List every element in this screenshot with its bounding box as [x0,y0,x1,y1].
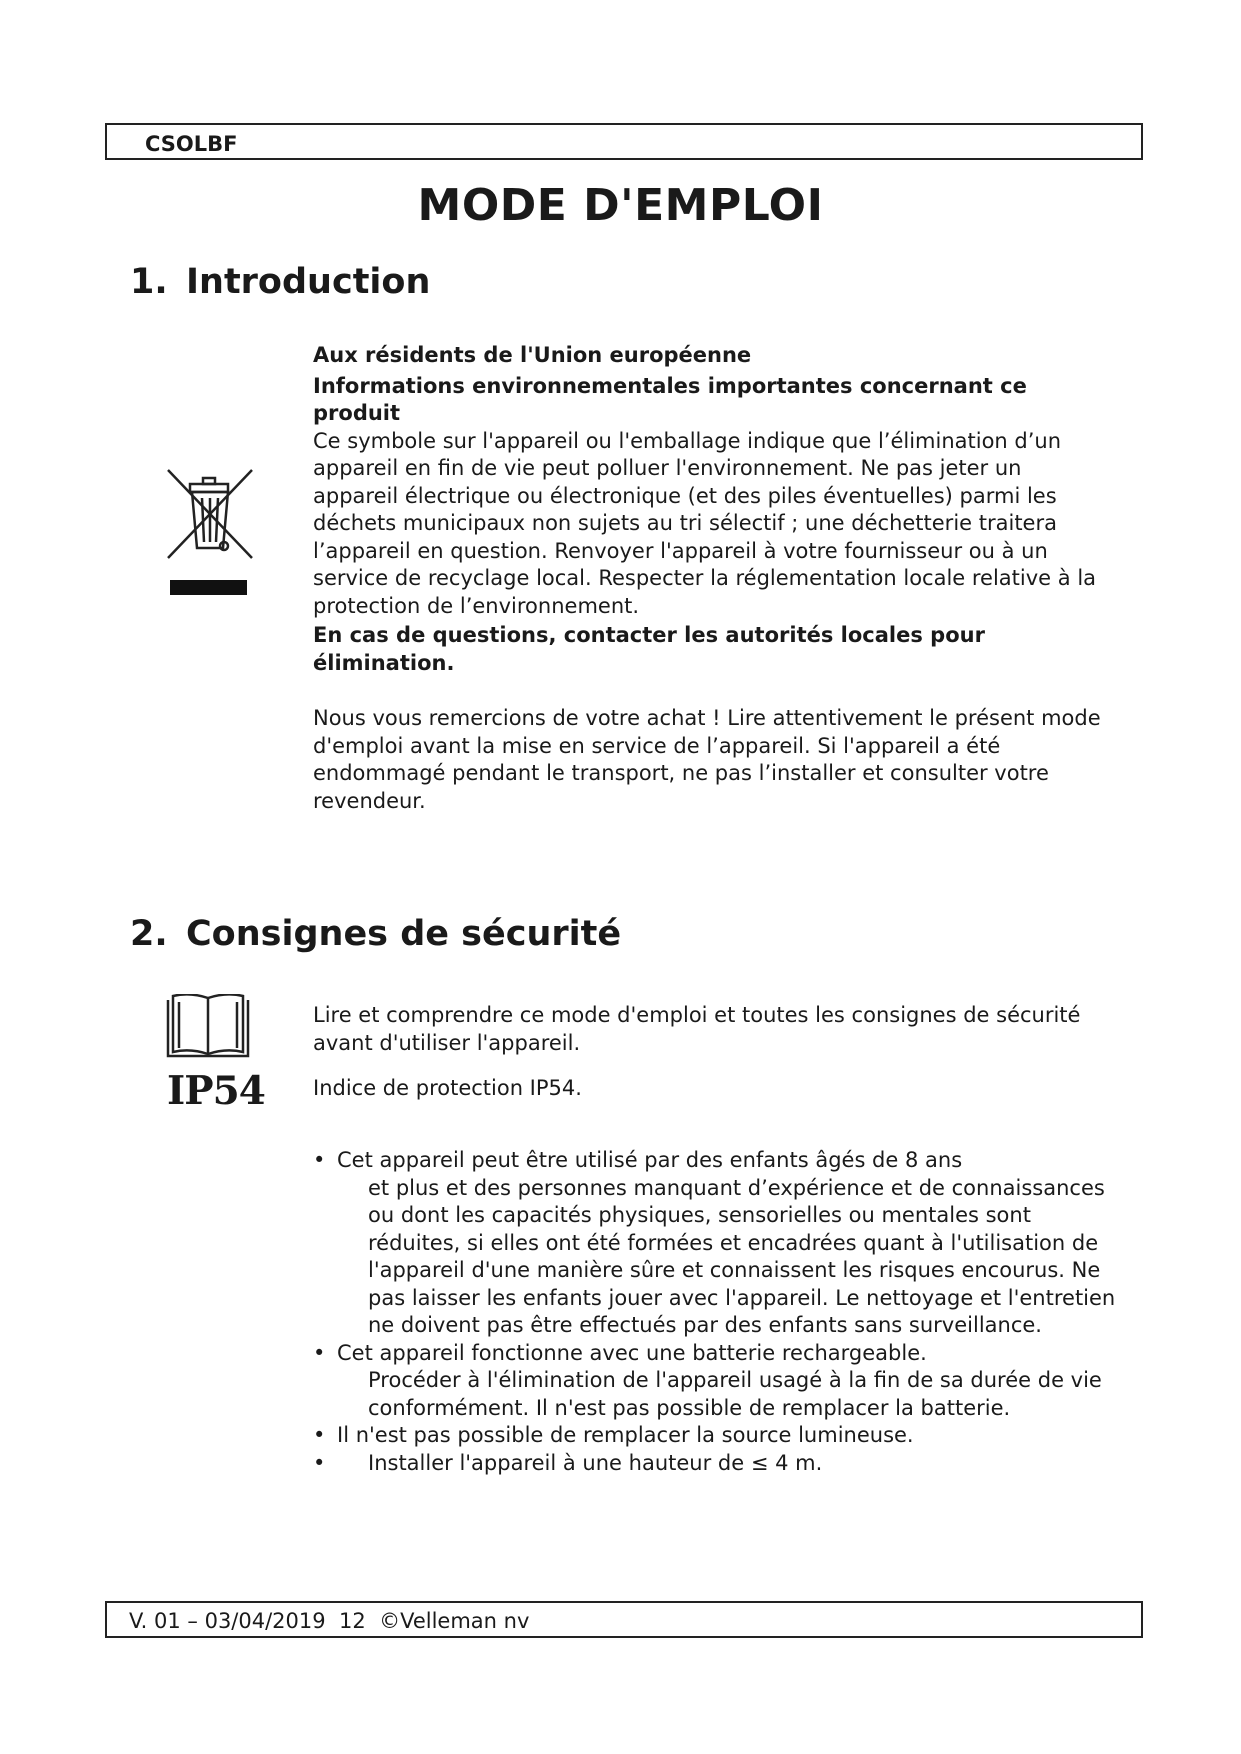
list-item [313,1422,1123,1450]
bullet-2-rest: Procéder à l'élimination de l'appareil usagé à la fin de sa durée de vie conformément. Il n'est pas possible de remplacer la batterie. [368,1368,1102,1420]
footer-page-number: 12 [338,1609,366,1633]
section-1-title: Introduction [186,262,431,302]
weee-bin-icon [160,462,260,602]
bullet-1-rest: et plus et des personnes manquant d’expérience et de connaissances ou dont les capacités physiques, sensorielles ou mentales sont réduites, si elles ont été formées et encadrées quant à l'utilisation de l'appareil d'une manière sûre et connaissent les risques encourus. Ne pas laisser les enfants jouer avec l'appareil. Le nettoyage et l'entretien ne doivent pas être effectués par des enfants sans surveillance. [368,1175,1116,1337]
bullet-2-first: Cet appareil fonctionne avec une batterie rechargeable. [337,1340,927,1365]
section-1-heading [130,262,430,302]
contact-notice: En cas de questions, contacter les autorités locales pour élimination. [313,623,985,675]
env-heading: Informations environnementales importantes concernant ce produit [313,373,1027,425]
ip-rating-text: Indice de protection IP54. [313,1076,582,1100]
footer-box [105,1601,1143,1638]
read-manual-text: Lire et comprendre ce mode d'emploi et toutes les consignes de sécurité avant d'utiliser l'appareil. [313,1003,1081,1055]
footer-line [129,1609,529,1633]
list-item [313,1450,1123,1478]
section-1-number: 1. [130,262,168,302]
bullet-icon: • [313,1423,326,1447]
thanks-text: Nous vous remercions de votre achat ! Lire attentivement le présent mode d'emploi avant la mise en service de l’appareil. Si l'appareil a été endommagé pendant le transport, ne pas l’installer et consulter votre revendeur. [313,706,1101,813]
bullet-icon: • [313,1340,326,1365]
safety-list [313,1147,1123,1477]
model-code: CSOLBF [145,132,238,156]
list-item [313,1147,1123,1340]
read-manual-icon [164,994,252,1062]
env-body: Ce symbole sur l'appareil ou l'emballage indique que l’élimination d’un appareil en fin de vie peut polluer l'environnement. Ne pas jeter un appareil électrique ou électronique (et des piles éventuelles) parmi les déchets municipaux non sujets au tri sélectif ; une déchetterie traitera l’appareil en question. Renvoyer l'appareil à votre fournisseur ou à un service de recyclage local. Respecter la réglementation locale relative à la protection de l’environnement. [313,428,1097,618]
header-box [105,123,1143,160]
bullet-icon: • [313,1450,326,1475]
bullet-1-first: Cet appareil peut être utilisé par des enfants âgés de 8 ans [337,1148,963,1172]
page-title: MODE D'EMPLOI [417,180,824,231]
footer-copyright: ©Velleman nv [379,1609,530,1633]
bullet-icon: • [313,1148,326,1172]
section-2-number: 2. [130,914,168,954]
eu-notice [313,342,1113,815]
bullet-3-first: Il n'est pas possible de remplacer la source lumineuse. [337,1423,914,1447]
ip54-label: IP54 [167,1068,265,1114]
bullet-4-first: Installer l'appareil à une hauteur de ≤ 4 m. [368,1450,823,1475]
eu-heading: Aux résidents de l'Union européenne [313,343,752,367]
section-2-heading [130,914,621,954]
list-item [313,1340,1123,1423]
footer-version: V. 01 – 03/04/2019 [129,1609,326,1633]
section-2-title: Consignes de sécurité [186,914,622,954]
